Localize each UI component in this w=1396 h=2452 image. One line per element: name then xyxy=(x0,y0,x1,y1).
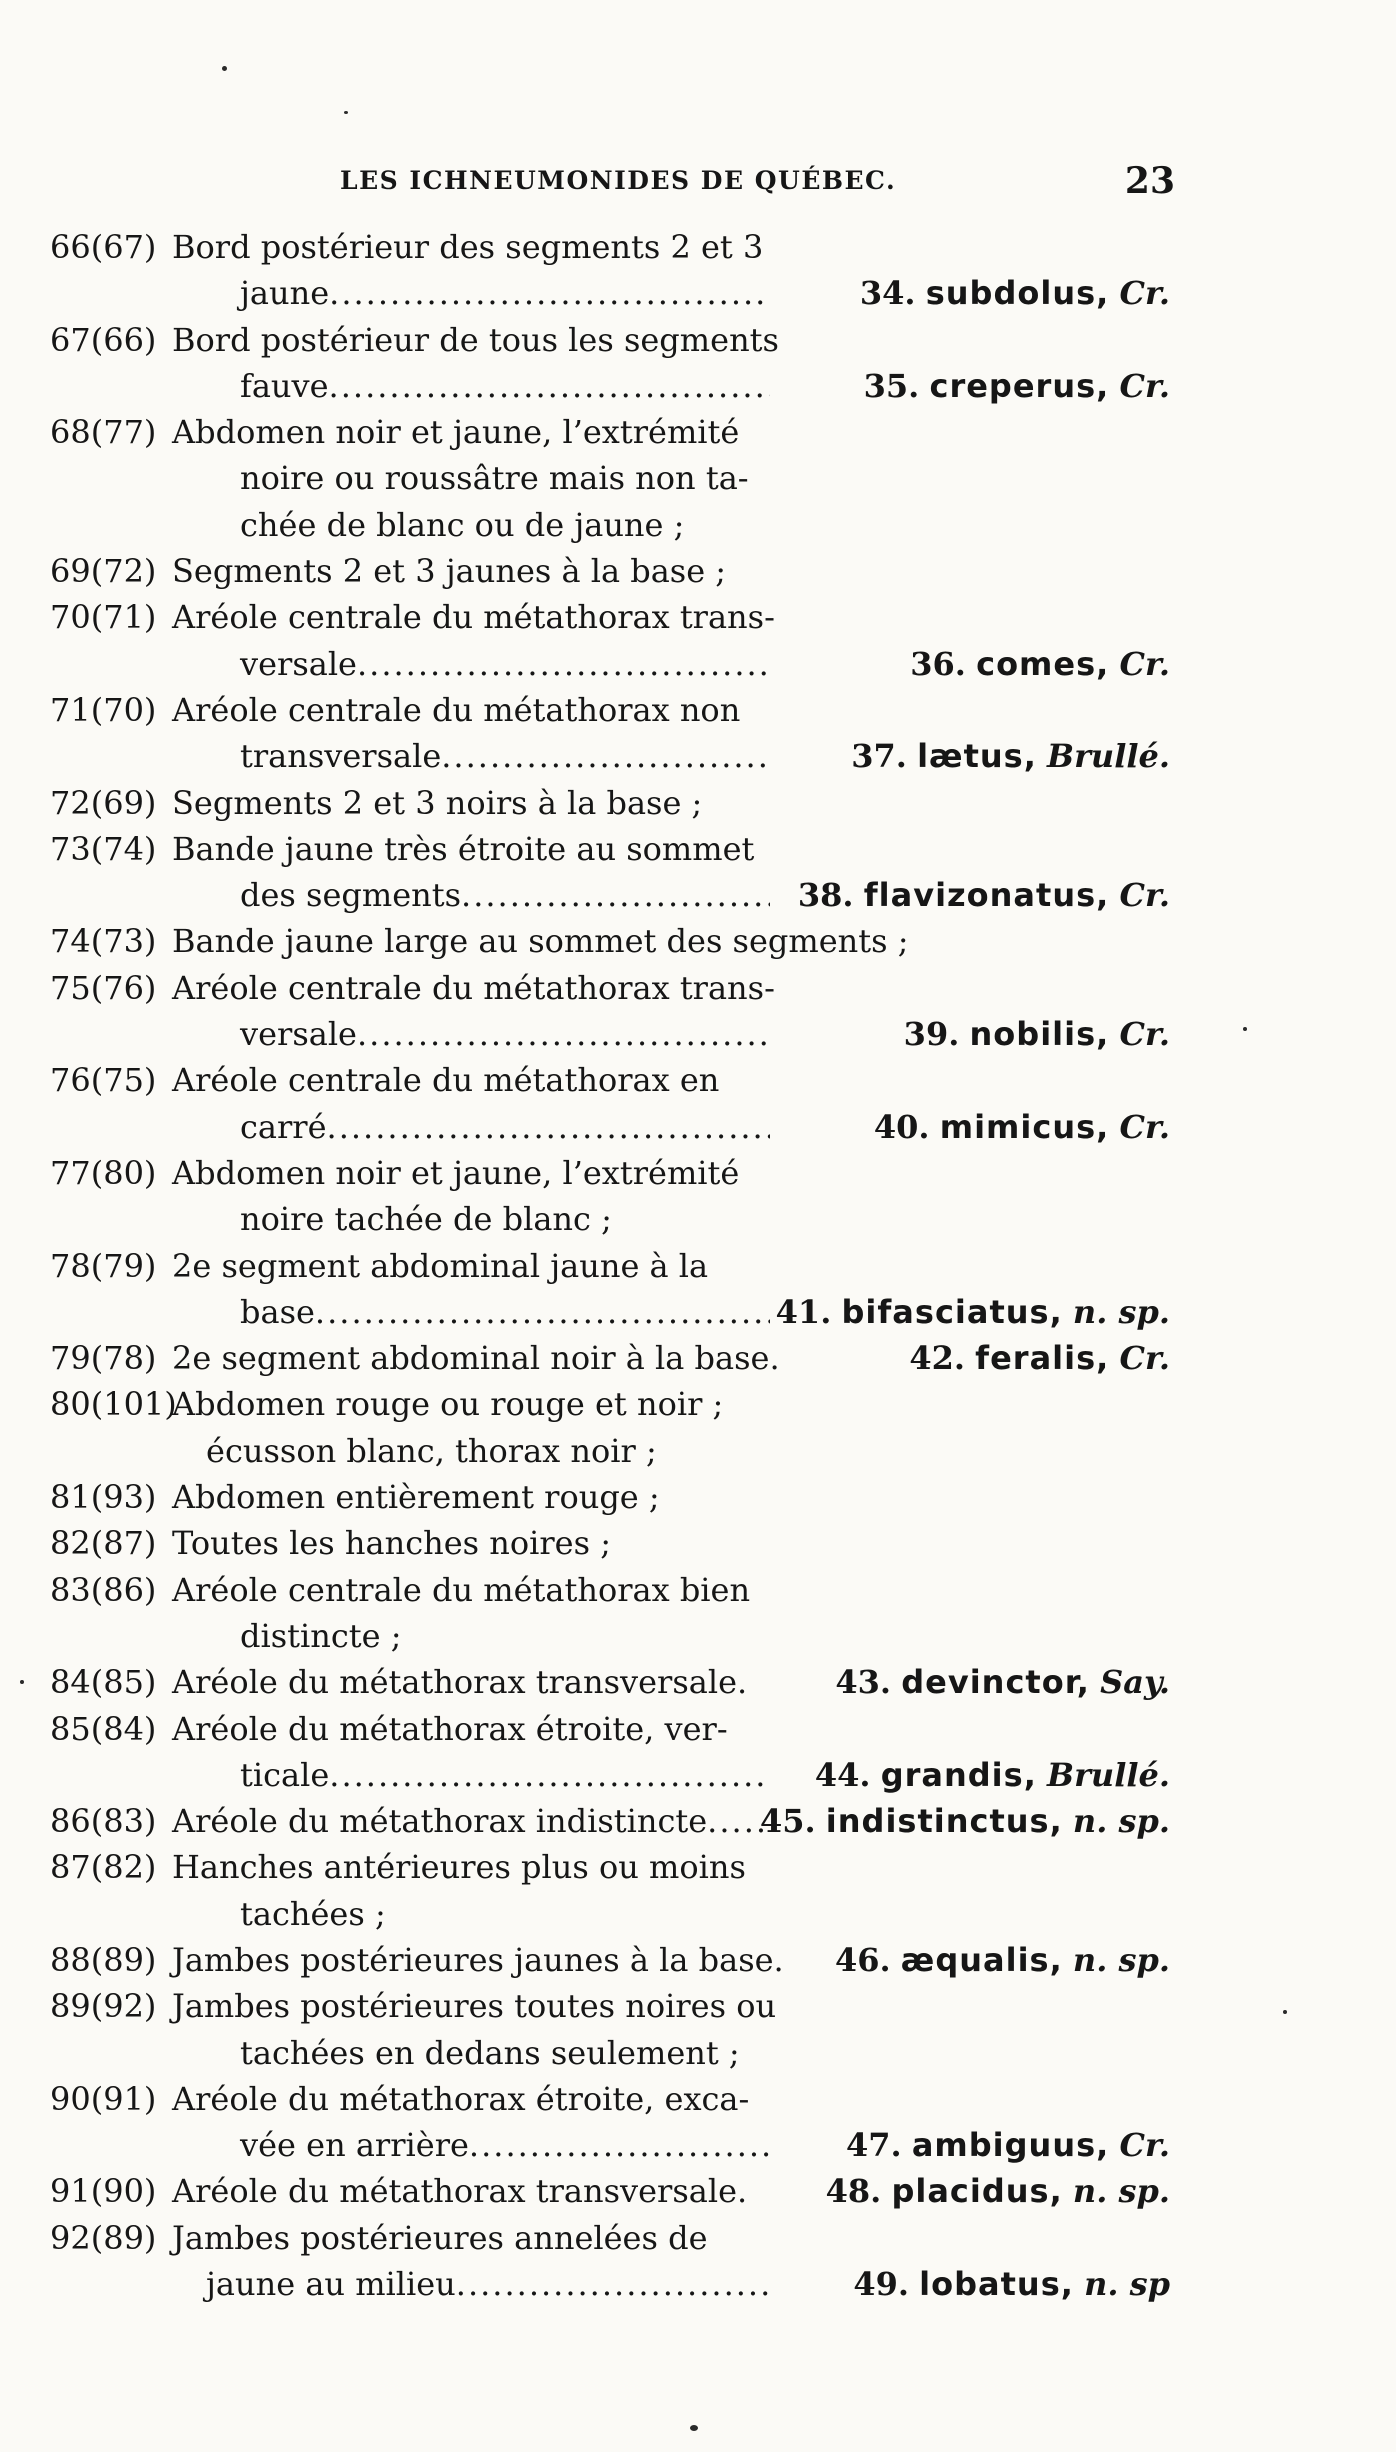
species-name: æqualis, xyxy=(900,1940,1063,1979)
couplet-text xyxy=(240,1104,770,1150)
key-row xyxy=(0,965,1396,1011)
couplet-text xyxy=(206,2261,770,2307)
key-row xyxy=(0,224,1396,270)
couplet-text: Abdomen rouge ou rouge et noir ; xyxy=(172,1385,724,1424)
species-number: 49. xyxy=(853,2265,909,2304)
couplet-text-content: ticale xyxy=(240,1755,330,1794)
couplet-text: Aréole du métathorax étroite, exca- xyxy=(172,2079,750,2118)
key-row xyxy=(0,641,1396,687)
key-row xyxy=(0,1150,1396,1196)
species-name: bifasciatus, xyxy=(841,1292,1063,1331)
couplet-text: Aréole du métathorax étroite, ver- xyxy=(172,1709,728,1748)
species-entry xyxy=(835,1937,1170,1983)
key-row xyxy=(0,1659,1396,1705)
species-name: flavizonatus, xyxy=(863,876,1110,915)
key-row xyxy=(0,1937,1396,1983)
couplet-text: Jambes postérieures toutes noires ou xyxy=(172,1987,777,2026)
scan-speck xyxy=(690,2425,698,2431)
species-author: Cr. xyxy=(1119,1015,1170,1054)
key-row xyxy=(0,1844,1396,1890)
species-author: Cr. xyxy=(1119,876,1170,915)
key-row xyxy=(0,2122,1396,2168)
couplet-text: Jambes postérieures annelées de xyxy=(172,2218,708,2257)
couplet-text: Segments 2 et 3 noirs à la base ; xyxy=(172,783,703,822)
couplet-number: 92(89) xyxy=(50,2218,157,2257)
key-row xyxy=(0,1983,1396,2029)
couplet-number: 75(76) xyxy=(50,968,157,1007)
couplet-text: Bande jaune large au sommet des segments ; xyxy=(172,922,909,961)
key-row xyxy=(0,1520,1396,1566)
couplet-text xyxy=(240,270,770,316)
species-number: 40. xyxy=(873,1107,930,1146)
key-row xyxy=(0,317,1396,363)
key-row xyxy=(0,594,1396,640)
couplet-text-content: versale xyxy=(240,644,357,683)
species-author: Cr. xyxy=(1119,274,1170,313)
couplet-text-content: versale xyxy=(240,1015,357,1054)
key-row xyxy=(0,1196,1396,1242)
dot-leader xyxy=(327,1104,770,1150)
species-number: 43. xyxy=(835,1663,892,1702)
dot-leader xyxy=(357,1011,770,1057)
species-number: 44. xyxy=(814,1755,871,1794)
identification-key xyxy=(0,224,1396,2307)
couplet-number: 73(74) xyxy=(50,829,157,868)
couplet-text: chée de blanc ou de jaune ; xyxy=(240,505,685,544)
couplet-text-content: carré xyxy=(240,1107,327,1146)
key-row xyxy=(0,2030,1396,2076)
key-row xyxy=(0,780,1396,826)
dot-leader xyxy=(441,733,770,779)
couplet-text-content: des segments xyxy=(240,876,462,915)
couplet-text: Aréole centrale du métathorax bien xyxy=(172,1570,751,1609)
couplet-number: 76(75) xyxy=(50,1061,157,1100)
dot-leader xyxy=(329,1752,770,1798)
dot-leader xyxy=(469,2122,770,2168)
species-author: Cr. xyxy=(1119,644,1170,683)
scan-speck xyxy=(344,111,348,114)
species-author: n. sp xyxy=(1084,2265,1170,2304)
couplet-number: 74(73) xyxy=(50,922,157,961)
couplet-text xyxy=(240,1011,770,1057)
couplet-text: tachées ; xyxy=(240,1894,386,1933)
couplet-number: 86(83) xyxy=(50,1802,157,1841)
key-row xyxy=(0,2076,1396,2122)
species-name: devinctor, xyxy=(901,1663,1090,1702)
key-row xyxy=(0,1474,1396,1520)
species-author: Cr. xyxy=(1119,1107,1170,1146)
couplet-text: Bord postérieur de tous les segments xyxy=(172,320,779,359)
species-name: ambiguus, xyxy=(911,2126,1110,2165)
key-row xyxy=(0,455,1396,501)
couplet-text: Hanches antérieures plus ou moins xyxy=(172,1848,746,1887)
couplet-text: Abdomen entièrement rouge ; xyxy=(172,1478,660,1517)
couplet-text xyxy=(240,733,770,779)
species-number: 38. xyxy=(797,876,854,915)
couplet-text xyxy=(240,2122,770,2168)
couplet-number: 71(70) xyxy=(50,690,157,729)
couplet-text-content: jaune au milieu xyxy=(206,2265,456,2304)
couplet-number: 81(93) xyxy=(50,1478,157,1517)
couplet-text: noire ou roussâtre mais non ta- xyxy=(240,459,749,498)
key-row xyxy=(0,1289,1396,1335)
species-name: mimicus, xyxy=(939,1107,1110,1146)
couplet-text-content: vée en arrière xyxy=(240,2126,469,2165)
scan-speck xyxy=(1283,2010,1287,2014)
couplet-number: 85(84) xyxy=(50,1709,157,1748)
dot-leader xyxy=(357,641,770,687)
key-row xyxy=(0,1798,1396,1844)
key-row xyxy=(0,872,1396,918)
dot-leader xyxy=(315,1289,770,1335)
key-row xyxy=(0,1752,1396,1798)
couplet-text: Bande jaune très étroite au sommet xyxy=(172,829,755,868)
couplet-number: 91(90) xyxy=(50,2172,157,2211)
couplet-text: distincte ; xyxy=(240,1616,402,1655)
couplet-text: Abdomen noir et jaune, l’extrémité xyxy=(172,413,740,452)
couplet-text: Aréole centrale du métathorax trans- xyxy=(172,598,775,637)
species-entry xyxy=(909,1335,1170,1381)
couplet-text: 2e segment abdominal noir à la base. xyxy=(172,1339,780,1378)
couplet-text: Aréole centrale du métathorax en xyxy=(172,1061,720,1100)
species-author: n. sp. xyxy=(1072,1802,1170,1841)
species-name: placidus, xyxy=(891,2172,1063,2211)
species-number: 42. xyxy=(909,1339,965,1378)
key-row xyxy=(0,548,1396,594)
couplet-text: Aréole centrale du métathorax trans- xyxy=(172,968,775,1007)
species-number: 37. xyxy=(851,737,907,776)
species-entry xyxy=(835,1659,1170,1705)
couplet-number: 69(72) xyxy=(50,552,157,591)
species-entry xyxy=(826,2168,1170,2214)
key-row xyxy=(0,1381,1396,1427)
key-row xyxy=(0,2215,1396,2261)
couplet-text-content: base xyxy=(240,1292,315,1331)
key-row xyxy=(0,1428,1396,1474)
species-number: 41. xyxy=(775,1292,832,1331)
key-row xyxy=(0,1243,1396,1289)
species-name: grandis, xyxy=(880,1755,1037,1794)
species-entry xyxy=(910,641,1170,687)
key-row xyxy=(0,1706,1396,1752)
species-entry xyxy=(853,2261,1170,2307)
species-author: n. sp. xyxy=(1072,1292,1170,1331)
species-number: 46. xyxy=(834,1940,891,1979)
key-row xyxy=(0,1104,1396,1150)
couplet-number: 89(92) xyxy=(50,1987,157,2026)
species-entry xyxy=(904,1011,1170,1057)
key-row xyxy=(0,1057,1396,1103)
species-name: lobatus, xyxy=(919,2265,1074,2304)
couplet-number: 79(78) xyxy=(50,1339,157,1378)
key-row xyxy=(0,409,1396,455)
key-row xyxy=(0,1567,1396,1613)
species-entry xyxy=(874,1104,1170,1150)
running-title: LES ICHNEUMONIDES DE QUÉBEC. xyxy=(340,166,897,195)
couplet-text: tachées en dedans seulement ; xyxy=(240,2033,740,2072)
couplet-number: 83(86) xyxy=(50,1570,157,1609)
couplet-text-content: Aréole du métathorax indistincte xyxy=(172,1802,708,1841)
species-name: feralis, xyxy=(975,1339,1110,1378)
couplet-text: Aréole du métathorax transversale. xyxy=(172,1663,748,1702)
species-author: Brullé. xyxy=(1047,1755,1170,1794)
couplet-number: 87(82) xyxy=(50,1848,157,1887)
species-name: nobilis, xyxy=(969,1015,1110,1054)
key-row xyxy=(0,363,1396,409)
species-author: Cr. xyxy=(1119,1339,1170,1378)
couplet-number: 72(69) xyxy=(50,783,157,822)
couplet-text xyxy=(240,872,770,918)
couplet-text: noire tachée de blanc ; xyxy=(240,1200,612,1239)
species-number: 36. xyxy=(910,644,966,683)
species-number: 34. xyxy=(859,274,916,313)
species-author: Cr. xyxy=(1119,366,1170,405)
couplet-text xyxy=(172,1798,770,1844)
dot-leader xyxy=(456,2261,770,2307)
species-name: indistinctus, xyxy=(825,1802,1063,1841)
couplet-number: 80(101) xyxy=(50,1385,177,1424)
species-number: 39. xyxy=(903,1015,960,1054)
couplet-text: Aréole centrale du métathorax non xyxy=(172,690,741,729)
key-row xyxy=(0,502,1396,548)
couplet-text-content: transversale xyxy=(240,737,442,776)
couplet-number: 67(66) xyxy=(50,320,157,359)
key-row xyxy=(0,826,1396,872)
species-name: subdolus, xyxy=(925,274,1110,313)
species-author: Say. xyxy=(1100,1663,1170,1702)
key-row xyxy=(0,687,1396,733)
species-name: lætus, xyxy=(917,737,1037,776)
key-row xyxy=(0,1335,1396,1381)
couplet-text xyxy=(240,363,770,409)
couplet-text: écusson blanc, thorax noir ; xyxy=(206,1431,657,1470)
species-author: Brullé. xyxy=(1047,737,1170,776)
species-author: Cr. xyxy=(1119,2126,1170,2165)
key-row xyxy=(0,1613,1396,1659)
couplet-text xyxy=(240,1752,770,1798)
couplet-text: Jambes postérieures jaunes à la base. xyxy=(172,1940,784,1979)
couplet-number: 78(79) xyxy=(50,1246,157,1285)
key-row xyxy=(0,2261,1396,2307)
species-entry xyxy=(776,1289,1170,1335)
couplet-text: Toutes les hanches noires ; xyxy=(172,1524,611,1563)
dot-leader xyxy=(329,363,770,409)
species-entry xyxy=(851,733,1170,779)
key-row xyxy=(0,733,1396,779)
species-number: 47. xyxy=(845,2126,902,2165)
species-number: 45. xyxy=(759,1802,816,1841)
couplet-number: 77(80) xyxy=(50,1153,157,1192)
dot-leader xyxy=(329,270,770,316)
couplet-number: 82(87) xyxy=(50,1524,157,1563)
species-entry xyxy=(860,270,1170,316)
species-author: n. sp. xyxy=(1072,2172,1170,2211)
couplet-text-content: fauve xyxy=(240,366,329,405)
species-entry xyxy=(846,2122,1170,2168)
species-name: creperus, xyxy=(929,366,1110,405)
couplet-number: 66(67) xyxy=(50,228,157,266)
couplet-number: 90(91) xyxy=(50,2079,157,2118)
key-row xyxy=(0,270,1396,316)
couplet-text: Abdomen noir et jaune, l’extrémité xyxy=(172,1153,740,1192)
key-row xyxy=(0,1891,1396,1937)
couplet-text: Segments 2 et 3 jaunes à la base ; xyxy=(172,552,727,591)
key-row xyxy=(0,1011,1396,1057)
species-author: n. sp. xyxy=(1072,1940,1170,1979)
page-number: 23 xyxy=(1124,160,1175,202)
scan-speck xyxy=(1243,1027,1247,1031)
couplet-text: 2e segment abdominal jaune à la xyxy=(172,1246,709,1285)
couplet-text: Aréole du métathorax transversale. xyxy=(172,2172,748,2211)
scan-speck xyxy=(222,66,227,71)
couplet-number: 70(71) xyxy=(50,598,157,637)
species-entry xyxy=(760,1798,1170,1844)
couplet-text xyxy=(240,641,770,687)
scan-speck xyxy=(20,1680,24,1684)
couplet-number: 84(85) xyxy=(50,1663,157,1702)
couplet-text-content: jaune xyxy=(240,274,330,313)
couplet-number: 68(77) xyxy=(50,413,157,452)
species-entry xyxy=(864,363,1170,409)
species-entry xyxy=(798,872,1170,918)
couplet-text xyxy=(240,1289,770,1335)
dot-leader xyxy=(461,872,770,918)
species-entry xyxy=(815,1752,1170,1798)
key-row xyxy=(0,2168,1396,2214)
species-name: comes, xyxy=(976,644,1110,683)
species-number: 35. xyxy=(863,366,920,405)
key-row xyxy=(0,918,1396,964)
species-number: 48. xyxy=(825,2172,882,2211)
running-head xyxy=(340,160,1200,206)
couplet-number: 88(89) xyxy=(50,1940,157,1979)
couplet-text: Bord postérieur des segments 2 et 3 xyxy=(172,228,764,266)
